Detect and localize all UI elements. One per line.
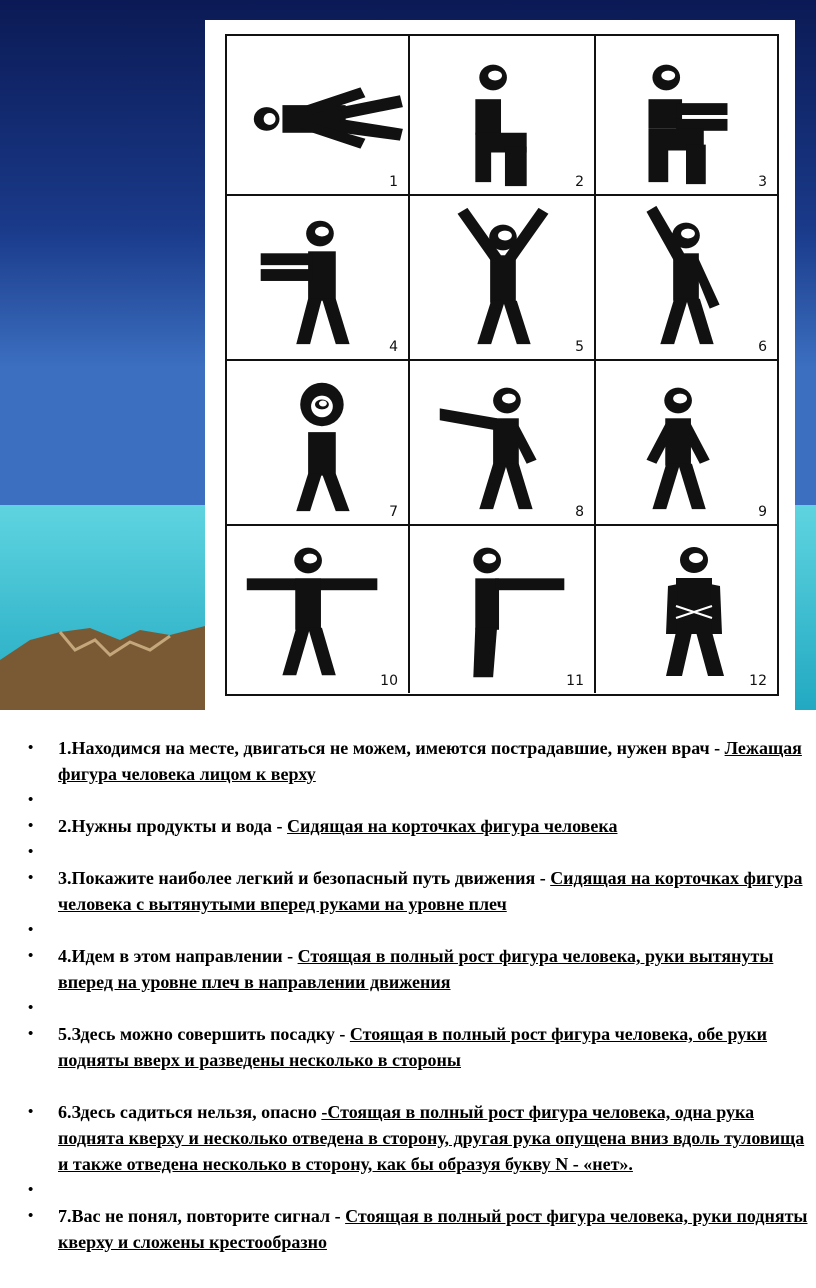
- list-item-empty: [28, 995, 813, 1021]
- list-item-empty: [28, 917, 813, 943]
- figure-number: 6: [758, 339, 767, 355]
- list-item: • 3.Покажите наиболее легкий и безопасный путь движения - Сидящая на корточках фигура человека с вытянутыми вперед руками на уровне плеч: [28, 865, 813, 917]
- signals-list: [28, 735, 813, 1255]
- figure-cell-2: [410, 36, 596, 196]
- lying-figure-icon: [227, 36, 408, 194]
- list-item-empty: [28, 839, 813, 865]
- standing-arms-down-icon: [596, 361, 777, 524]
- figure-cell-5: [410, 196, 596, 361]
- list-item: • 4.Идем в этом направлении - Стоящая в полный рост фигура человека, руки вытянуты вперед на уровне плеч в направлении движения: [28, 943, 813, 995]
- figure-number: 4: [389, 339, 398, 355]
- figure-number: 9: [758, 504, 767, 520]
- list-item-empty: [28, 787, 813, 813]
- figure-cell-1: [227, 36, 410, 196]
- figure-number: 12: [749, 673, 767, 689]
- standing-arms-up-icon: [410, 196, 594, 359]
- standing-arms-crossed-overhead-icon: [227, 361, 408, 524]
- figure-cell-9: [596, 361, 777, 526]
- squatting-arms-forward-icon: [596, 36, 777, 194]
- signal-figures-panel: [205, 20, 795, 710]
- figure-number: 7: [389, 504, 398, 520]
- figure-cell-12: [596, 526, 777, 693]
- figure-cell-10: [227, 526, 410, 693]
- list-item: • 7.Вас не понял, повторите сигнал - Стоящая в полный рост фигура человека, руки подняты кверху и сложены крестообразно: [28, 1203, 813, 1255]
- standing-arms-folded-icon: [596, 526, 777, 693]
- figure-cell-11: [410, 526, 596, 693]
- figure-cell-4: [227, 196, 410, 361]
- standing-one-arm-sideways-icon: [410, 526, 594, 693]
- list-item: • 2.Нужны продукты и вода - Сидящая на корточках фигура человека: [28, 813, 813, 839]
- standing-arms-forward-icon: [227, 196, 408, 359]
- figures-grid: [225, 34, 779, 696]
- list-item: • 6.Здесь садиться нельзя, опасно -Стоящая в полный рост фигура человека, одна рука поднята кверху и несколько отведена в сторону, другая рука опущена вниз вдоль туловища и также отведена несколько в сторону, как бы образуя букву N - «нет».: [28, 1099, 813, 1177]
- figure-number: 10: [380, 673, 398, 689]
- squatting-figure-icon: [410, 36, 594, 194]
- figure-cell-6: [596, 196, 777, 361]
- figure-number: 5: [575, 339, 584, 355]
- standing-arms-sideways-icon: [227, 526, 408, 693]
- figure-cell-3: [596, 36, 777, 196]
- figure-number: 11: [566, 673, 584, 689]
- figure-number: 2: [575, 174, 584, 190]
- figure-cell-7: [227, 361, 410, 526]
- list-item-empty: [28, 1177, 813, 1203]
- standing-one-arm-pointing-icon: [410, 361, 594, 524]
- list-item: • 5.Здесь можно совершить посадку - Стоящая в полный рост фигура человека, обе руки подняты вверх и разведены несколько в стороны: [28, 1021, 813, 1073]
- list-item: • 1.Находимся на месте, двигаться не можем, имеются пострадавшие, нужен врач - Лежащая фигура человека лицом к верху: [28, 735, 813, 787]
- figure-number: 8: [575, 504, 584, 520]
- figure-cell-8: [410, 361, 596, 526]
- figure-number: 1: [389, 174, 398, 190]
- standing-n-sign-icon: [596, 196, 777, 359]
- figure-number: 3: [758, 174, 767, 190]
